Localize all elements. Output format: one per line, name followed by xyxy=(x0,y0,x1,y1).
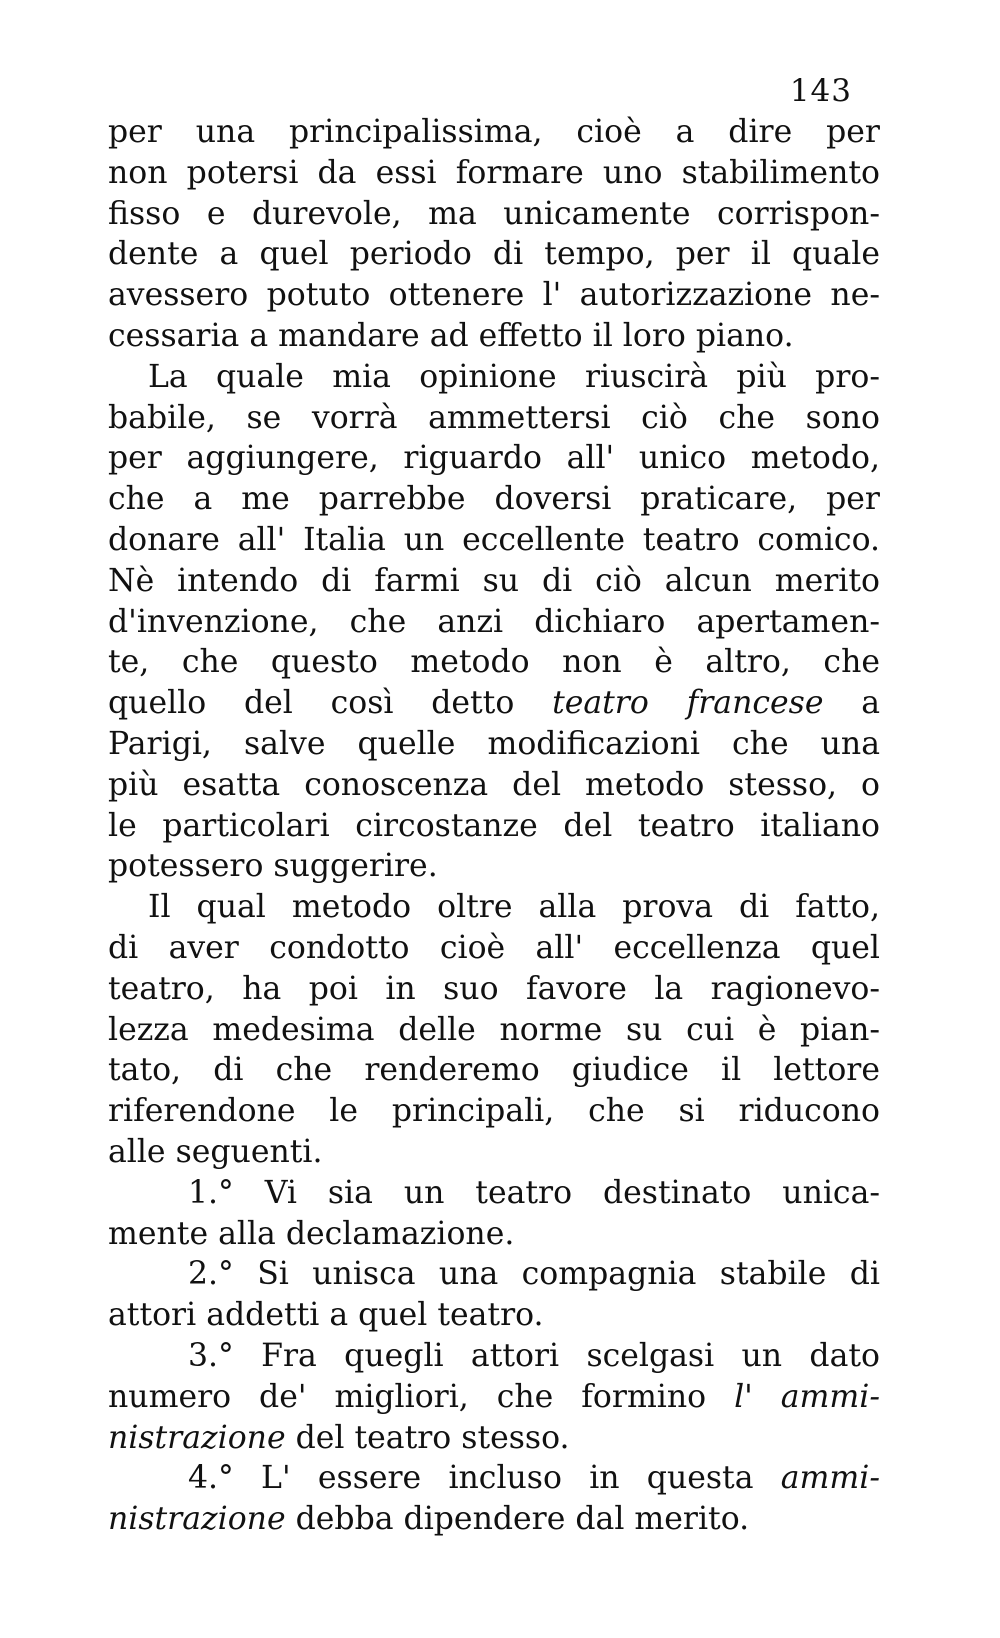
text-line-with-italic xyxy=(108,683,880,724)
text-segment: numero de' migliori, che formino xyxy=(108,1378,735,1415)
text-segment: 4.° L' essere incluso in questa xyxy=(188,1460,781,1497)
text-line: dente a quel periodo di tempo, per il quale xyxy=(108,236,880,273)
text-line: lezza medesima delle norme su cui è pian- xyxy=(108,1011,880,1048)
list-item-line: 3.° Fra quegli attori scelgasi un dato xyxy=(188,1337,880,1374)
text-line: cessaria a mandare ad effetto il loro piano. xyxy=(108,317,794,354)
text-line: d'invenzione, che anzi dichiaro apertamen- xyxy=(108,603,880,640)
page-number: 143 xyxy=(789,73,852,109)
text-segment: debba dipendere dal merito. xyxy=(285,1501,750,1538)
text-line-with-italic xyxy=(108,1499,880,1540)
text-line: le particolari circostanze del teatro italiano xyxy=(108,807,880,844)
list-item-line-with-italic xyxy=(108,1458,880,1499)
text-line: tato, di che renderemo giudice il lettore xyxy=(108,1052,880,1089)
text-line: che a me parrebbe doversi praticare, per xyxy=(108,481,880,518)
text-segment: del teatro stesso. xyxy=(285,1419,570,1456)
text-line: babile, se vorrà ammettersi ciò che sono xyxy=(108,399,880,436)
italic-text-segment: nistrazione xyxy=(108,1501,286,1538)
list-item-line: 1.° Vi sia un teatro destinato unica- xyxy=(188,1174,880,1211)
text-line: Nè intendo di farmi su di ciò alcun merito xyxy=(108,562,880,599)
italic-text-segment: teatro francese xyxy=(552,685,824,722)
text-line: avessero potuto ottenere l' autorizzazione ne- xyxy=(108,277,880,314)
italic-text-segment: l' ammi- xyxy=(734,1378,880,1415)
paragraph-start-line: La quale mia opinione riuscirà più pro- xyxy=(148,358,880,395)
list-item-line: 2.° Si unisca una compagnia stabile di xyxy=(188,1256,880,1293)
text-line: mente alla declamazione. xyxy=(108,1215,515,1252)
text-line: non potersi da essi formare uno stabilimento xyxy=(108,154,880,191)
text-segment: quello del così detto xyxy=(108,685,553,722)
text-line: per aggiungere, riguardo all' unico metodo, xyxy=(108,440,880,477)
text-line: teatro, ha poi in suo favore la ragionevo- xyxy=(108,970,880,1007)
body-text xyxy=(108,112,880,1540)
text-line: più esatta conoscenza del metodo stesso, o xyxy=(108,766,880,803)
text-line: fisso e durevole, ma unicamente corrispon- xyxy=(108,195,880,232)
text-line-with-italic xyxy=(108,1377,880,1418)
italic-text-segment: ammi- xyxy=(780,1460,880,1497)
text-line-with-italic xyxy=(108,1418,880,1459)
text-segment: a xyxy=(823,685,880,722)
text-line: potessero suggerire. xyxy=(108,848,438,885)
text-line: te, che questo metodo non è altro, che xyxy=(108,644,880,681)
text-line: di aver condotto cioè all' eccellenza quel xyxy=(108,929,880,966)
italic-text-segment: nistrazione xyxy=(108,1419,286,1456)
text-line: Parigi, salve quelle modificazioni che una xyxy=(108,725,880,762)
text-line: donare all' Italia un eccellente teatro comico. xyxy=(108,521,880,558)
text-line: riferendone le principali, che si riducono xyxy=(108,1093,880,1130)
text-line: per una principalissima, cioè a dire per xyxy=(108,114,880,150)
text-line: attori addetti a quel teatro. xyxy=(108,1297,544,1334)
text-line: alle seguenti. xyxy=(108,1133,323,1170)
paragraph-start-line: Il qual metodo oltre alla prova di fatto, xyxy=(148,889,880,926)
